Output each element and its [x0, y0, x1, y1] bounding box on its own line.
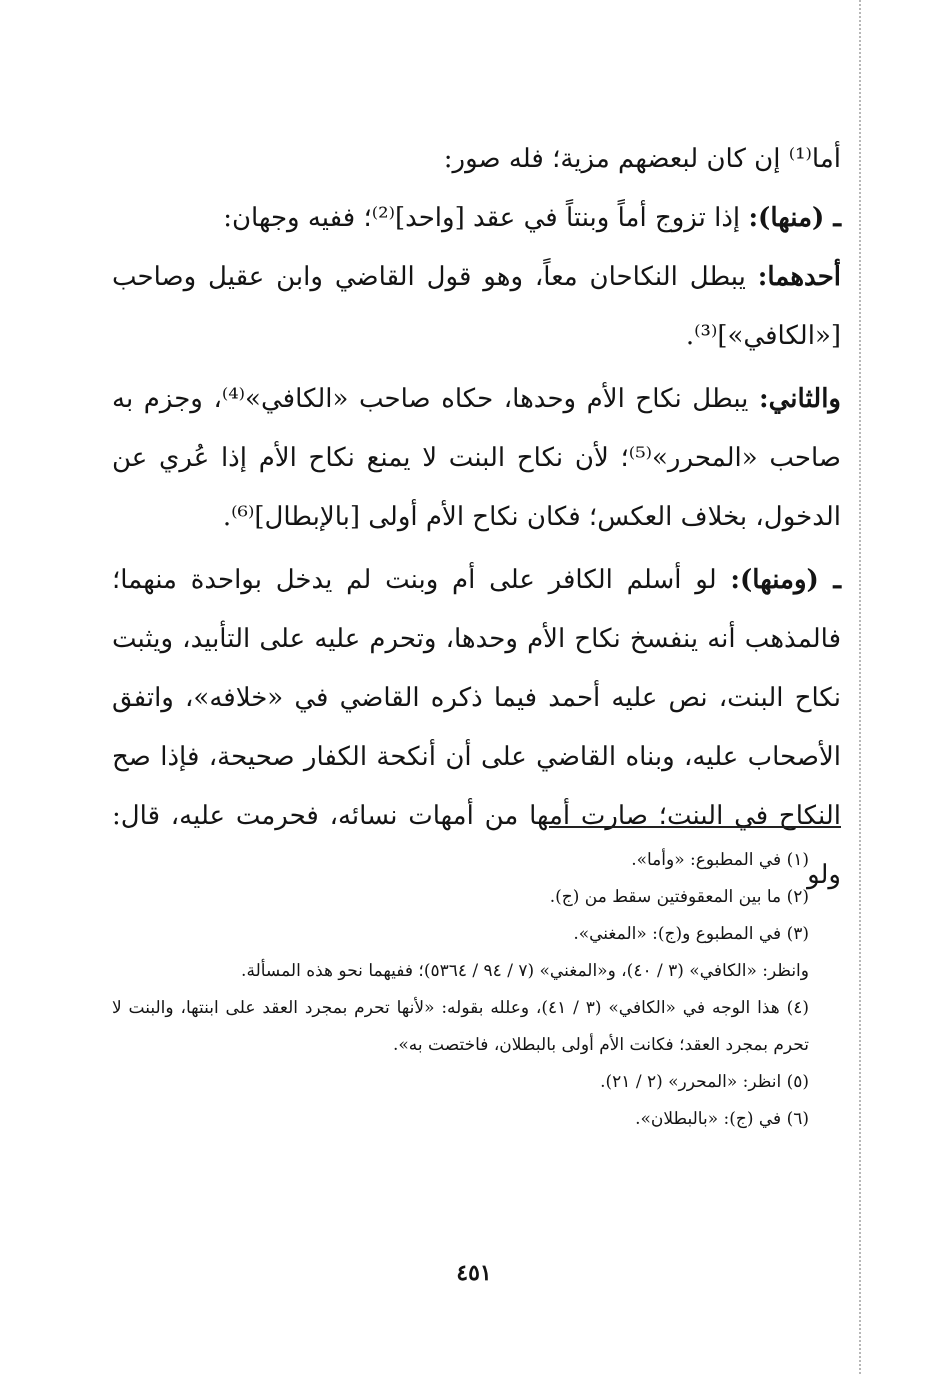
paragraph-case-one [112, 189, 841, 248]
paragraph-intro [112, 130, 841, 189]
footnote-1: (١) في المطبوع: «وأما». [631, 850, 809, 870]
footnote-6: (٦) في (ج): «بالبطلان». [635, 1109, 809, 1129]
paragraph-second-view [112, 370, 841, 547]
binding-margin-line [859, 0, 861, 1374]
main-text [112, 130, 841, 905]
footnote-separator [549, 826, 841, 828]
paragraph-lead: والثاني: [759, 384, 841, 414]
footnotes [112, 842, 841, 1138]
footnote-5: (٥) انظر: «المحرر» (٢ / ٢١). [600, 1072, 809, 1092]
paragraph-lead: أحدهما: [757, 262, 841, 292]
footnote-2: (٢) ما بين المعقوفتين سقط من (ج). [549, 887, 809, 907]
paragraph-first-view [112, 248, 841, 366]
paragraph-text: يبطل نكاح الأم وحدها، حكاه صاحب «الكافي»⁽⁴⁾، وجزم به صاحب «المحرر»⁽⁵⁾؛ لأن نكاح البنت لا يمنع نكاح الأم إذا عُري عن الدخول، بخلاف العكس؛ فكان نكاح الأم أولى [بالإبطال]⁽⁶⁾. [112, 384, 842, 532]
paragraph-text: أما⁽¹⁾ إن كان لبعضهم مزية؛ فله صور: [443, 144, 841, 174]
paragraph-text: لو أسلم الكافر على أم وبنت لم يدخل بواحدة منهما؛ فالمذهب أنه ينفسخ نكاح الأم وحدها، وتحرم عليه على التأبيد، ويثبت نكاح البنت، نص عليه أحمد فيما ذكره القاضي في «خلافه»، واتفق الأصحاب عليه، وبناه القاضي على أن أنكحة الكفار صحيحة، فإذا صح النكاح في البنت؛ صارت أمها من أمهات نسائه، فحرمت عليه، قال: ولو [112, 565, 841, 890]
footnote-3: (٣) في المطبوع و(ج): «المغني». [573, 924, 809, 944]
paragraph-lead: ـ (ومنها): [730, 565, 842, 595]
paragraph-lead: ـ (منها): [748, 203, 841, 233]
footnote-4: (٤) هذا الوجه في «الكافي» (٣ / ٤١)، وعلله بقوله: «لأنها تحرم بمجرد العقد على ابنتها، والبنت لا تحرم بمجرد العقد؛ فكانت الأم أولى بالبطلان، فاختصت به». [112, 998, 810, 1055]
footnote-3-continued: وانظر: «الكافي» (٣ / ٤٠)، و«المغني» (٧ / ٩٤ / ٥٣٦٤)؛ ففيهما نحو هذه المسألة. [241, 961, 809, 981]
paragraph-text: يبطل النكاحان معاً، وهو قول القاضي وابن عقيل وصاحب [«الكافي»]⁽³⁾. [112, 262, 841, 351]
page-number: ٤٥١ [456, 1260, 492, 1286]
paragraph-text: إذا تزوج أماً وبنتاً في عقد [واحد]⁽²⁾؛ ففيه وجهان: [223, 203, 749, 233]
